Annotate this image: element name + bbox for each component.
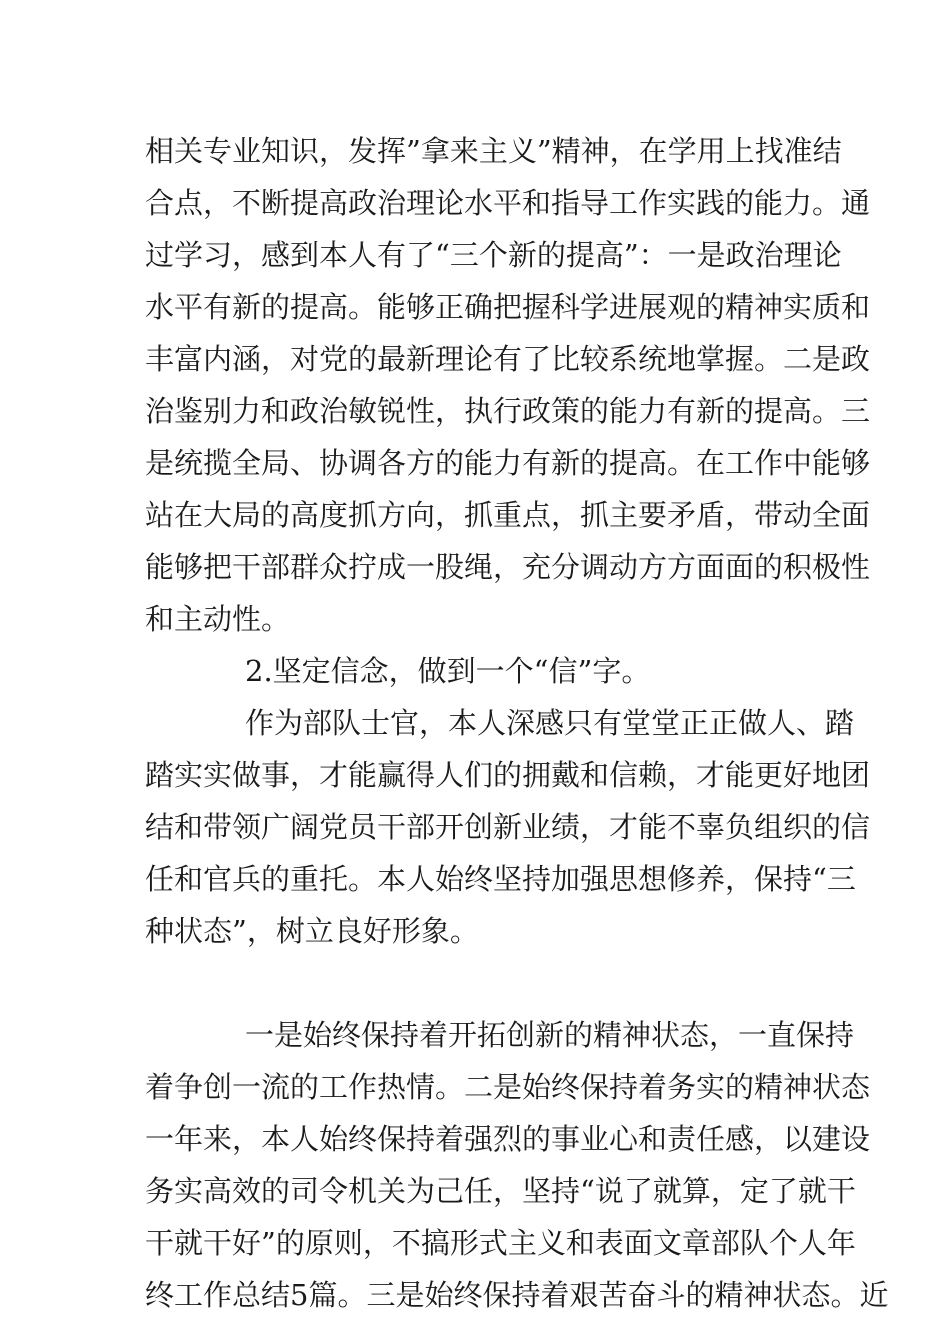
section-heading: 2.坚定信念，做到一个“信”字。: [245, 654, 651, 688]
text-line: 能够把干部群众拧成一股绳，充分调动方方面面的积极性: [145, 550, 871, 584]
text-line: 作为部队士官，本人深感只有堂堂正正做人、踏: [245, 706, 855, 740]
text-line: 是统揽全局、协调各方的能力有新的提高。在工作中能够: [145, 446, 871, 480]
text-line: 过学习，感到本人有了“三个新的提高”：一是政治理论: [145, 238, 842, 272]
text-line: 站在大局的高度抓方向，抓重点，抓主要矛盾，带动全面: [145, 498, 871, 532]
text-line: 任和官兵的重托。本人始终坚持加强思想修养，保持“三: [145, 862, 856, 896]
text-line: 丰富内涵，对党的最新理论有了比较系统地掌握。二是政: [145, 342, 871, 376]
text-line: 着争创一流的工作热情。二是始终保持着务实的精神状态: [145, 1070, 871, 1104]
text-line: 相关专业知识，发挥”拿来主义”精神，在学用上找准结: [145, 134, 842, 168]
text-line: 干就干好”的原则，不搞形式主义和表面文章部队个人年: [145, 1226, 856, 1260]
paragraph-gap: [145, 957, 810, 1009]
text-line: 和主动性。: [145, 602, 291, 636]
text-line: 结和带领广阔党员干部开创新业绩，才能不辜负组织的信: [145, 810, 871, 844]
text-line: 水平有新的提高。能够正确把握科学进展观的精神实质和: [145, 290, 871, 324]
text-line: 踏实实做事，才能赢得人们的拥戴和信赖，才能更好地团: [145, 758, 871, 792]
text-line: 种状态”，树立良好形象。: [145, 914, 479, 948]
text-line: 务实高效的司令机关为己任，坚持“说了就算，定了就干: [145, 1174, 856, 1208]
text-line: 治鉴别力和政治敏锐性，执行政策的能力有新的提高。三: [145, 394, 871, 428]
text-line: 一是始终保持着开拓创新的精神状态，一直保持: [245, 1018, 855, 1052]
document-body: [145, 125, 889, 1321]
text-line: 终工作总结5篇。三是始终保持着艰苦奋斗的精神状态。近: [145, 1278, 889, 1312]
text-line: 合点，不断提高政治理论水平和指导工作实践的能力。通: [145, 186, 871, 220]
text-line: 一年来，本人始终保持着强烈的事业心和责任感，以建设: [145, 1122, 871, 1156]
